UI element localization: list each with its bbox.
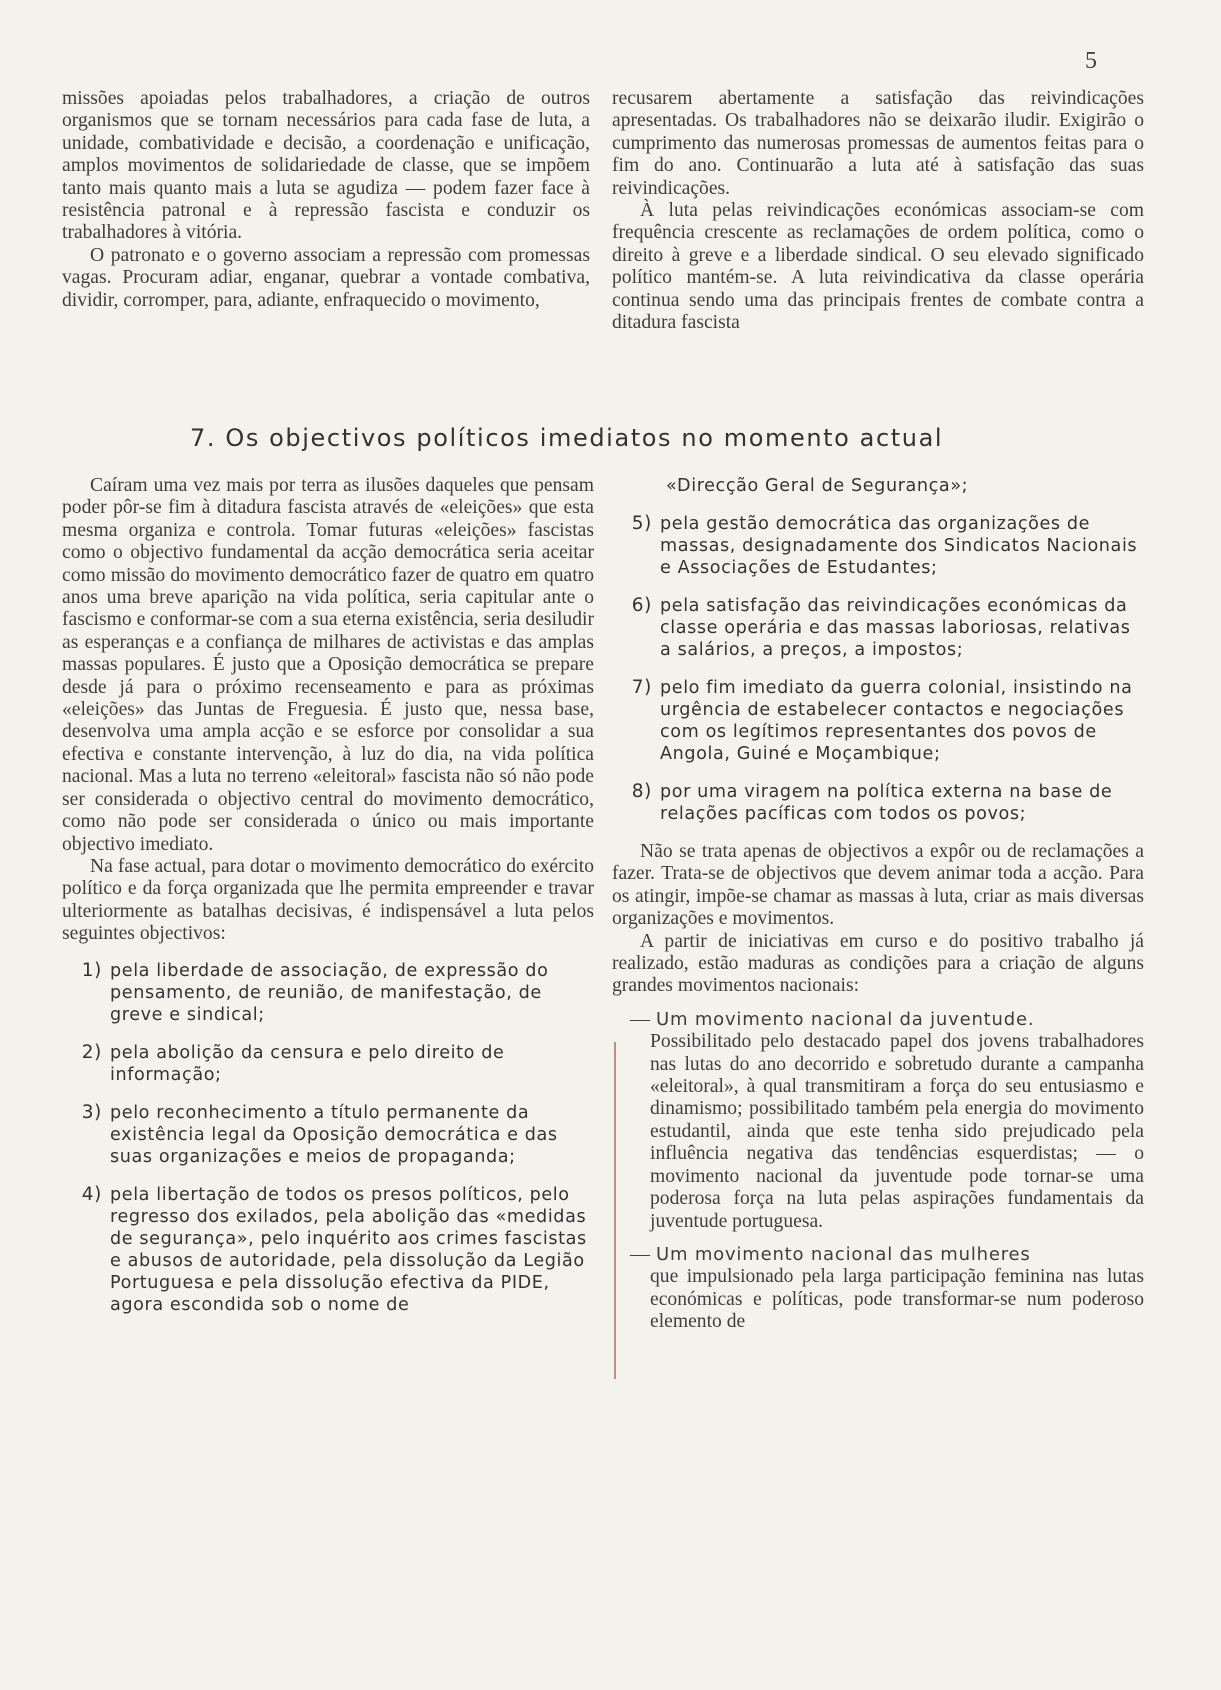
movement-lead: Um movimento nacional das mulheres	[656, 1243, 1031, 1265]
movement-item	[612, 1008, 1144, 1233]
objective-number: 8)	[631, 781, 652, 802]
bottom-left-column	[62, 475, 594, 1332]
bottom-right-column	[612, 475, 1144, 1334]
objective-text: pela gestão democrática das organizações de massas, designadamente dos Sindicatos Nacionais e Associações de Estudantes;	[660, 514, 1138, 578]
objective-number: 2)	[81, 1041, 102, 1063]
objectives-list	[612, 513, 1144, 825]
paragraph: Na fase actual, para dotar o movimento democrático do exército político e da força organizada que lhe permita empreender e travar ulteriormente as batalhas decisivas, é indispensável a luta pelos seguintes objectivos:	[62, 855, 594, 945]
paragraph: Não se trata apenas de objectivos a expôr ou de reclamações a fazer. Trata-se de objectivos que devem animar toda a acção. Para os atingir, impõe-se chamar as massas à luta, criar as mais diversas organizações e movimentos.	[612, 841, 1144, 930]
top-left-column	[62, 88, 590, 312]
movement-body: que impulsionado pela larga participação feminina nas lutas económicas e políticas, pode transformar-se num poderoso elemento de	[650, 1266, 1144, 1333]
objective-item	[612, 595, 1144, 661]
objective-number: 4)	[81, 1183, 102, 1205]
paragraph: Caíram uma vez mais por terra as ilusões daqueles que pensam poder pôr-se fim à ditadura fascista através de «eleições» que esta mesma organiza e controla. Tomar futuras «eleições» fascistas como o objectivo fundamental da acção democrática seria aceitar como missão do movimento democrático fazer de quatro em quatro anos uma breve aparição na vida política, seria capitular ante o fascismo e conformar-se com a sua eterna existência, seria desiludir as esperanças e a confiança de milhares de activistas e das amplas massas populares. É justo que a Oposição democrática se prepare desde já para o próximo recenseamento e para as próximas «eleições» das Juntas de Freguesia. É justo que, nessa base, desenvolva uma ampla acção e se esforce por consolidar a sua efectiva e constante intervenção, à luz do dia, na vida política nacional. Mas a luta no terreno «eleitoral» fascista não só não pode ser considerada o objectivo central do movimento democrático, como não pode ser considerada o único ou mais importante objectivo imediato.	[62, 475, 594, 855]
objective-number: 1)	[81, 959, 102, 981]
objective-text: pelo reconhecimento a título permanente da existência legal da Oposição democrática e das suas organizações e meios de propaganda;	[110, 1102, 558, 1167]
objective-item	[62, 960, 594, 1026]
margin-mark	[614, 1249, 616, 1379]
paragraph: recusarem abertamente a satisfação das reivindicações apresentadas. Os trabalhadores não se deixarão iludir. Exigirão o cumprimento das numerosas promessas de aumentos feitas para o fim do ano. Continuarão a luta até à satisfação das suas reivindicações.	[612, 88, 1144, 199]
objective-number: 7)	[631, 677, 652, 698]
paragraph: O patronato e o governo associam a repressão com promessas vagas. Procuram adiar, enganar, quebrar a vontade combativa, dividir, corromper, para, adiante, enfraquecido o movimento,	[62, 244, 590, 311]
objective-continuation: «Direcção Geral de Segurança»;	[666, 476, 969, 496]
objective-item	[62, 1102, 594, 1168]
objective-text: pela satisfação das reivindicações económicas da classe operária e das massas laboriosas, relativas a salários, a preços, a impostos;	[660, 596, 1131, 660]
objective-item	[62, 1184, 594, 1316]
objective-number: 5)	[631, 513, 652, 534]
movement-lead: Um movimento nacional da juventude.	[656, 1008, 1035, 1030]
dash: —	[630, 1007, 650, 1030]
paragraph: missões apoiadas pelos trabalhadores, a criação de outros organismos que se tornam necessários para cada fase de luta, a unidade, combatividade e decisão, a coordenação e unificação, amplos movimentos de solidariedade de classe, que se impõem tanto mais quanto mais a luta se agudiza — podem fazer face à resistência patronal e à repressão fascista e conduzir os trabalhadores à vitória.	[62, 88, 590, 244]
objective-item	[612, 781, 1144, 825]
objective-text: pelo fim imediato da guerra colonial, insistindo na urgência de estabelecer contactos e negociações com os legítimos representantes dos povos de Angola, Guiné e Moçambique;	[660, 678, 1133, 764]
objective-text: pela abolição da censura e pelo direito de informação;	[110, 1042, 505, 1085]
objective-text: pela libertação de todos os presos políticos, pelo regresso dos exilados, pela abolição das «medidas de segurança», pelo inquérito aos crimes fascistas e abusos de autoridade, pela dissolução da Legião Portuguesa e pela dissolução efectiva da PIDE, agora escondida sob o nome de	[110, 1184, 587, 1315]
objective-item	[62, 1042, 594, 1086]
top-right-column	[612, 88, 1144, 334]
page-number: 5	[1085, 48, 1097, 74]
dash: —	[630, 1242, 650, 1265]
movement-body: Possibilitado pelo destacado papel dos jovens trabalhadores nas lutas do ano decorrido e sobretudo durante a campanha «eleitoral», à qual transmitiram a força do seu entusiasmo e dinamismo; possibilitado também pela energia do movimento estudantil, ainda que este tenha sido prejudicado pela influência negativa das tendências esquerdistas; — o movimento nacional da juventude pode tornar-se uma poderosa força na luta pelas aspirações fundamentais da juventude portuguesa.	[650, 1031, 1144, 1232]
objective-item	[612, 513, 1144, 579]
objective-number: 3)	[81, 1101, 102, 1123]
section-heading: 7. Os objectivos políticos imediatos no momento actual	[190, 424, 944, 452]
objective-text: por uma viragem na política externa na base de relações pacíficas com todos os povos;	[660, 782, 1113, 824]
paragraph: A partir de iniciativas em curso e do positivo trabalho já realizado, estão maduras as condições para a criação de alguns grandes movimentos nacionais:	[612, 930, 1144, 997]
objective-item	[612, 677, 1144, 765]
objective-number: 6)	[631, 595, 652, 616]
paragraph: À luta pelas reivindicações económicas associam-se com frequência crescente as reclamações de ordem política, como o direito à greve e a liberdade sindical. O seu elevado significado político mantém-se. A luta reivindicativa da classe operária continua sendo uma das principais frentes de combate contra a ditadura fascista	[612, 200, 1144, 334]
objective-text: pela liberdade de associação, de expressão do pensamento, de reunião, de manifestação, de greve e sindical;	[110, 960, 549, 1025]
movement-item	[612, 1243, 1144, 1334]
objectives-list	[62, 960, 594, 1316]
